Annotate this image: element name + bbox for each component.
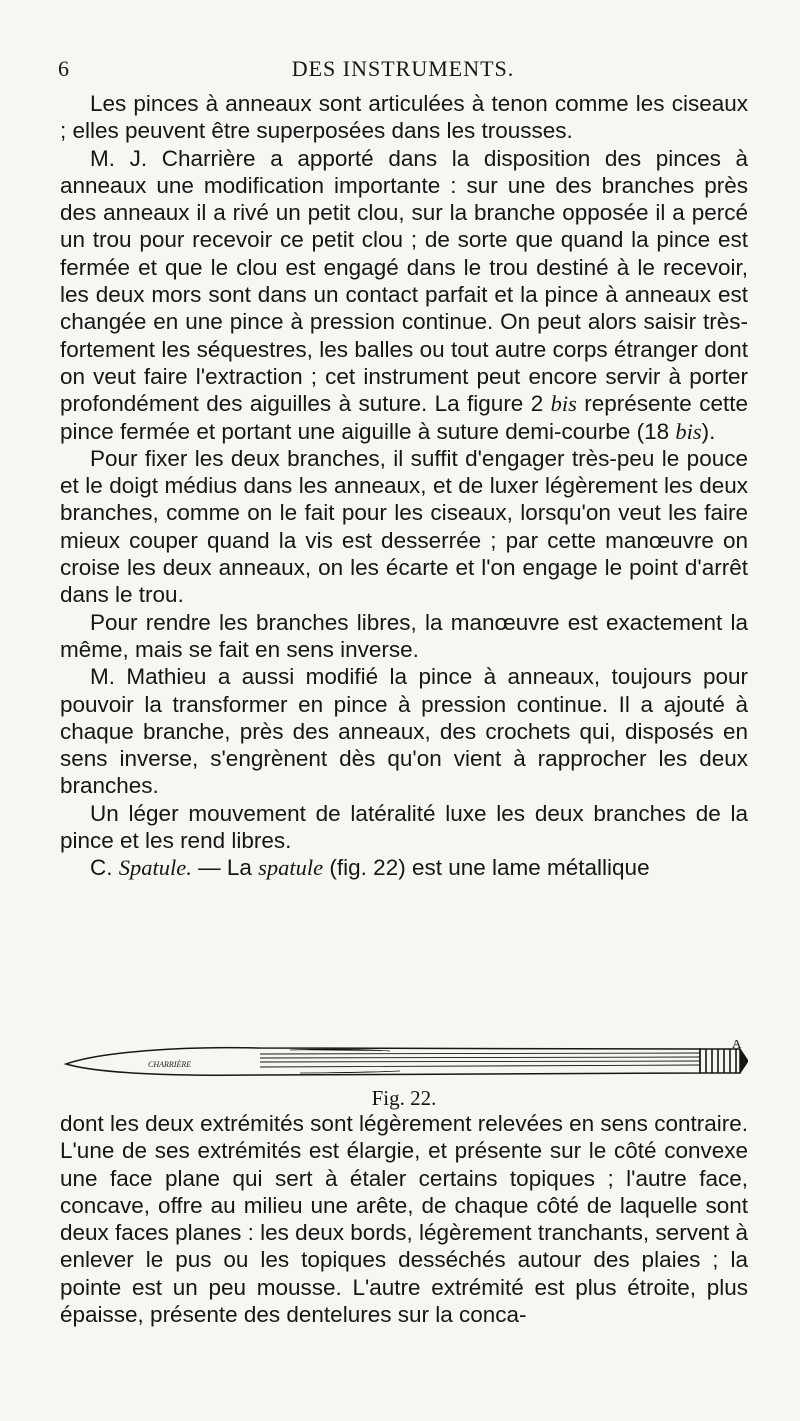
section-title-spatule: Spatule.	[118, 855, 192, 881]
dash-text: — La	[191, 855, 259, 881]
paragraph-charriere-end: ).	[701, 418, 716, 444]
maker-mark: CHARRIÈRE	[148, 1060, 192, 1069]
running-head	[58, 56, 748, 90]
paragraph-spatule	[60, 854, 748, 881]
figure-22-spatula	[60, 1040, 748, 1110]
paragraph-spatule-continued: dont les deux extrémités sont légèrement relevées en sens contraire. L'une de ses extrémités est élargie, et présente sur le côté convexe une face plane qui sert à étaler certains topiques ; l'autre face, concave, offre au milieu une arête, de chaque côté de laquelle sont deux faces planes : les deux bords, légèrement tranchants, servent à enlever le pus ou les topiques desséchés autour des plaies ; la pointe est un peu mousse. L'autre extrémité est plus étroite, plus épaisse, présente des dentelures sur la conca-	[60, 1111, 748, 1328]
paragraph-lateralite: Un léger mouvement de latéralité luxe les deux branches de la pince et les rend libres.	[60, 800, 748, 854]
page-number: 6	[58, 56, 70, 81]
spatule-italic: spatule	[258, 855, 324, 881]
paragraph-charriere	[60, 145, 748, 445]
paragraph-fixer-branches: Pour fixer les deux branches, il suffit d'engager très-peu le pouce et le doigt médius dans les anneaux, et de luxer légèrement les deux branches, comme on le fait pour les ciseaux, lorsqu'on veut les faire mieux couper quand la vis est desserrée ; par cette manœuvre on croise les deux anneaux, on les écarte et l'on engage le point d'arrêt dans le trou.	[60, 445, 748, 608]
spatula-illustration	[60, 1040, 748, 1086]
paragraph-pinces-anneaux: Les pinces à anneaux sont articulées à tenon comme les ciseaux ; elles peuvent être superposées dans les trousses.	[60, 91, 748, 144]
figure-label-a: A	[732, 1040, 742, 1051]
text-block-bottom	[60, 1110, 748, 1328]
chapter-title: DES INSTRUMENTS.	[291, 56, 515, 81]
text-block-top	[60, 90, 748, 882]
bis-italic-2: bis	[675, 418, 702, 444]
spatule-def: (fig. 22) est une lame métallique	[323, 855, 650, 881]
figure-caption: Fig. 22.	[371, 1086, 437, 1110]
paragraph-charriere-text: M. J. Charrière a apporté dans la disposition des pinces à anneaux une modification importante : sur une des branches près des anneaux il a rivé un petit clou, sur la branche opposée il a percé un trou pour recevoir ce petit clou ; de sorte que quand la pince est fermée et que le clou est engagé dans le trou destiné à le recevoir, les deux mors sont dans un contact parfait et la pince à anneaux est changée en une pince à pression continue. On peut alors saisir très-fortement les séquestres, les balles ou tout autre corps étranger dont on veut faire l'extraction ; cet instrument peut encore servir à porter profondément des aiguilles à suture. La figure 2	[60, 145, 748, 417]
paragraph-rendre-libres: Pour rendre les branches libres, la manœuvre est exactement la même, mais se fait en sens inverse.	[60, 609, 748, 662]
paragraph-charriere-text-2: représente cette pince fermée et portant une aiguille à suture demi-courbe (18	[60, 391, 748, 444]
paragraph-mathieu: M. Mathieu a aussi modifié la pince à anneaux, toujours pour pouvoir la transformer en pince à pression continue. Il a ajouté à chaque branche, près des anneaux, des crochets qui, disposés en sens inverse, s'engrènent dès qu'on vient à rapprocher les deux branches.	[60, 664, 748, 799]
bis-italic-1: bis	[550, 391, 577, 417]
section-letter: C.	[90, 855, 119, 881]
